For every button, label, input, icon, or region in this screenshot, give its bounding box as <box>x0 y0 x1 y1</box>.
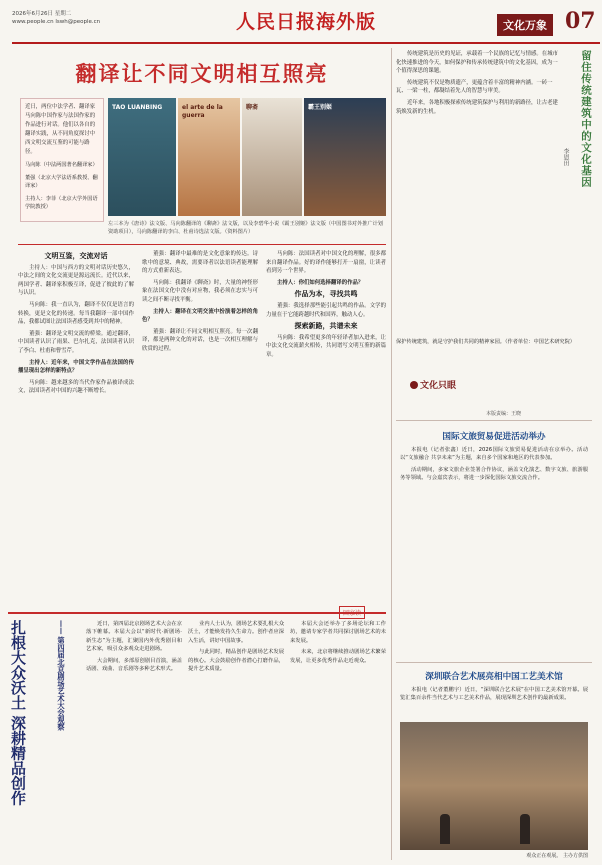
paragraph: 董强：翻译让不同文明相互照亮。每一次翻译，都是两种文化的对话，也是一次相互理解与欣赏的过程。 <box>142 328 258 352</box>
book-title: el arte de la guerra <box>182 104 223 119</box>
paragraph: 未来，北京将继续推动剧场艺术繁荣发展，让更多优秀作品走近观众。 <box>290 649 386 664</box>
section-subhead: 作品为本，寻找共鸣 <box>294 290 358 299</box>
divider <box>8 612 386 614</box>
question-paragraph: 主持人：翻译在文明交流中扮演着怎样的角色？ <box>142 308 258 324</box>
deck-guest: 马向陈（中法两国著名翻译家） <box>25 162 98 168</box>
divider <box>396 420 592 421</box>
article-column-2 <box>142 250 258 610</box>
page-number: 07 <box>565 8 596 34</box>
paragraph: 近年来，各地积极探索传统建筑保护与利用的新路径，让古老建筑焕发新的生机。 <box>396 99 558 115</box>
section-subhead: 文明互鉴，交流对话 <box>44 252 108 260</box>
divider <box>18 244 386 245</box>
paragraph: 董强：翻译中最难的是文化意象的传达。诗歌中的意境、典故，需要译者以法语读者能理解的方式重新表达。 <box>142 251 258 275</box>
exhibition-caption: 观众正在观展。 主办方供图 <box>526 853 588 859</box>
news-headline: 深圳联合艺术展亮相中国工艺美术馆 <box>425 672 563 682</box>
feature-column-2 <box>188 620 284 860</box>
badge-label: 文化只眼 <box>420 381 457 391</box>
bottom-feature-heading <box>8 620 78 860</box>
article-deck <box>20 98 104 222</box>
right-article-title: 留住传统建筑中的文化基因 <box>580 50 592 188</box>
paragraph: 本届大会还举办了多场论坛和工作坊，邀请专家学者共同探讨剧场艺术的未来发展。 <box>290 621 386 644</box>
feature-column-3 <box>290 620 386 860</box>
right-article-body <box>396 50 558 380</box>
book-title: TAO LUANBING <box>112 104 163 111</box>
article-column-1 <box>18 250 134 610</box>
deck-intro: 近日，两位中法学者、翻译家马向陈中国作家与法国作家的作品进行对话。他们以各自的翻译实践，从不同角度探讨中西文明交流互鉴的可能与路径。 <box>25 104 96 155</box>
main-headline: 翻译让不同文明相互照亮 <box>75 61 329 86</box>
paragraph: 主持人：中国与西方的文明对话历史悠久，中法之间的文化交流更是源远流长。近代以来，两国学者、翻译家积极互译，促进了彼此的了解与认识。 <box>18 264 134 297</box>
paragraph: 与此同时，精品创作是剧场艺术发展的核心。大会鼓励创作者潜心打磨作品，提升艺术质量。 <box>188 649 284 673</box>
contact-email[interactable]: lswh@people.cn <box>55 19 101 25</box>
book-cover <box>242 98 302 216</box>
right-article-closing: 保护传统建筑，就是守护我们共同的精神家园。（作者单位：中国艺术研究院） <box>396 339 575 345</box>
book-cover <box>178 98 240 216</box>
editor-credit: 本版责编：王晓 <box>486 411 522 417</box>
photo-caption: 左三本为《唐诗》法文版、马向陈翻译的《聊斋》法文版，以及李碧华小说《霸王别姬》法文版（中国图书对外推广计划资助项目），马向陈翻译的李白、杜甫诗选法文版。（资料图片） <box>108 221 383 235</box>
visitor-figure <box>520 814 530 844</box>
paragraph: 马向陈：我希望更多的年轻译者加入进来，让中法文化交流薪火相传，共同谱写文明互鉴的新篇章。 <box>266 334 386 358</box>
paragraph: 本报电（记者董鹏宇）近日，“深圳联合艺术展”在中国工艺美术馆开幕。展览汇集百余件当代艺术与工艺美术作品，展现深圳艺术创作的最新成果。 <box>400 687 588 702</box>
feature-title: 扎根大众沃土 深耕精品创作 <box>9 620 27 806</box>
paragraph: 马向陈：法国读者对中国文化的理解，很多都来自翻译作品。好的译作能够打开一扇窗，让读者看到另一个世界。 <box>266 251 386 275</box>
paragraph: 传统建筑不仅是物质遗产，更蕴含着丰富的精神内涵。一砖一瓦、一梁一柱，都凝结着先人的智慧与审美。 <box>396 79 553 95</box>
deck-guest: 主持人：李菲（北京大学外国语学院教授） <box>25 195 98 210</box>
section-tag: 文化万象 <box>497 14 553 36</box>
paragraph: 马向陈：越来越多的当代作家作品被译成法文，法国读者对中国的兴趣不断增长。 <box>18 379 134 395</box>
paragraph: 董强：我选择那些能引起共鸣的作品。文学的力量在于它能跨越时代和国界，触动人心。 <box>266 302 386 318</box>
feature-column-1 <box>86 620 182 860</box>
site-url[interactable]: www.people.cn <box>12 19 54 25</box>
paragraph: 近日，第四届北京剧场艺术大会在京落下帷幕。本届大会以“新时代·新剧场·新生态”为主题，汇聚国内外优秀剧目和艺术家，吸引众多观众走进剧场。 <box>86 621 182 653</box>
column-divider <box>391 48 392 860</box>
visitor-figure <box>440 814 450 844</box>
issue-date: 2026年6月26日 星期二 <box>12 11 72 17</box>
right-article-author: 李恩田 <box>562 148 569 166</box>
book-cover <box>304 98 386 216</box>
paragraph: 大会期间，多部原创剧目首演，涵盖话剧、戏曲、音乐剧等多种艺术形式。 <box>86 657 182 673</box>
exhibition-photo <box>400 722 588 850</box>
paragraph: 马向陈：我一直认为，翻译不仅仅是语言的转换，更是文化的传递。每当我翻译一部中国作品，我都试图让法国读者感受到其中的精神。 <box>18 301 134 326</box>
deck-guest: 董强（北京大学法语系教授、翻译家） <box>25 174 98 189</box>
masthead <box>4 4 598 46</box>
paragraph: 活动期间，多家文旅企业签署合作协议，涵盖文化演艺、数字文旅、旅游服务等领域。与会嘉宾表示，将进一步深化国际文旅交流合作。 <box>400 466 588 482</box>
feature-subtitle: —— 第四届北京剧场艺术大会观察 <box>57 620 66 731</box>
divider <box>396 662 592 663</box>
news-headline: 国际文旅贸易促进活动举办 <box>442 432 546 442</box>
book-title: 霸王别姬 <box>308 104 333 111</box>
article-column-3 <box>266 250 386 610</box>
book-title: 聊斋 <box>246 104 259 111</box>
column-badge <box>410 378 456 391</box>
badge-dot-icon <box>410 381 418 389</box>
paragraph: 业内人士认为，剧场艺术要扎根大众沃土，才能焕发持久生命力。创作者应深入生活，讲好中国故事。 <box>188 621 284 644</box>
section-subhead: 探索新路，共谱未来 <box>294 322 358 331</box>
newspaper-logo: 人民日报海外版 <box>236 11 377 33</box>
masthead-meta <box>12 10 162 26</box>
book-photos <box>108 98 386 216</box>
book-cover <box>108 98 176 216</box>
question-paragraph: 主持人：你们如何选择翻译的作品？ <box>277 279 364 286</box>
question-paragraph: 主持人：近年来，中国文学作品在法国的传播呈现出怎样的新特点？ <box>18 359 134 375</box>
news-body <box>400 446 588 556</box>
paragraph: 马向陈：我翻译《聊斋》时，大量的神怪形象在法国文化中没有对应物，我必须在忠实与可读之间不断寻找平衡。 <box>142 279 258 303</box>
paragraph: 本报电（记者张鑫）近日，2026国际文旅贸易促进活动在京举办。活动以“文旅融合 共享未来”为主题，来自多个国家和地区的代表参加。 <box>400 447 588 462</box>
masthead-rule <box>12 42 600 44</box>
paragraph: 传统建筑是历史的见证，承载着一个民族的记忆与情感。在城市化快速推进的今天，如何保护和传承传统建筑中的文化基因，成为一个值得深思的课题。 <box>396 51 558 75</box>
paragraph: 董强：翻译是文明交流的桥梁。通过翻译，中国读者认识了雨果、巴尔扎克，法国读者认识了李白、杜甫和曹雪芹。 <box>18 330 134 354</box>
news-body <box>400 686 588 720</box>
